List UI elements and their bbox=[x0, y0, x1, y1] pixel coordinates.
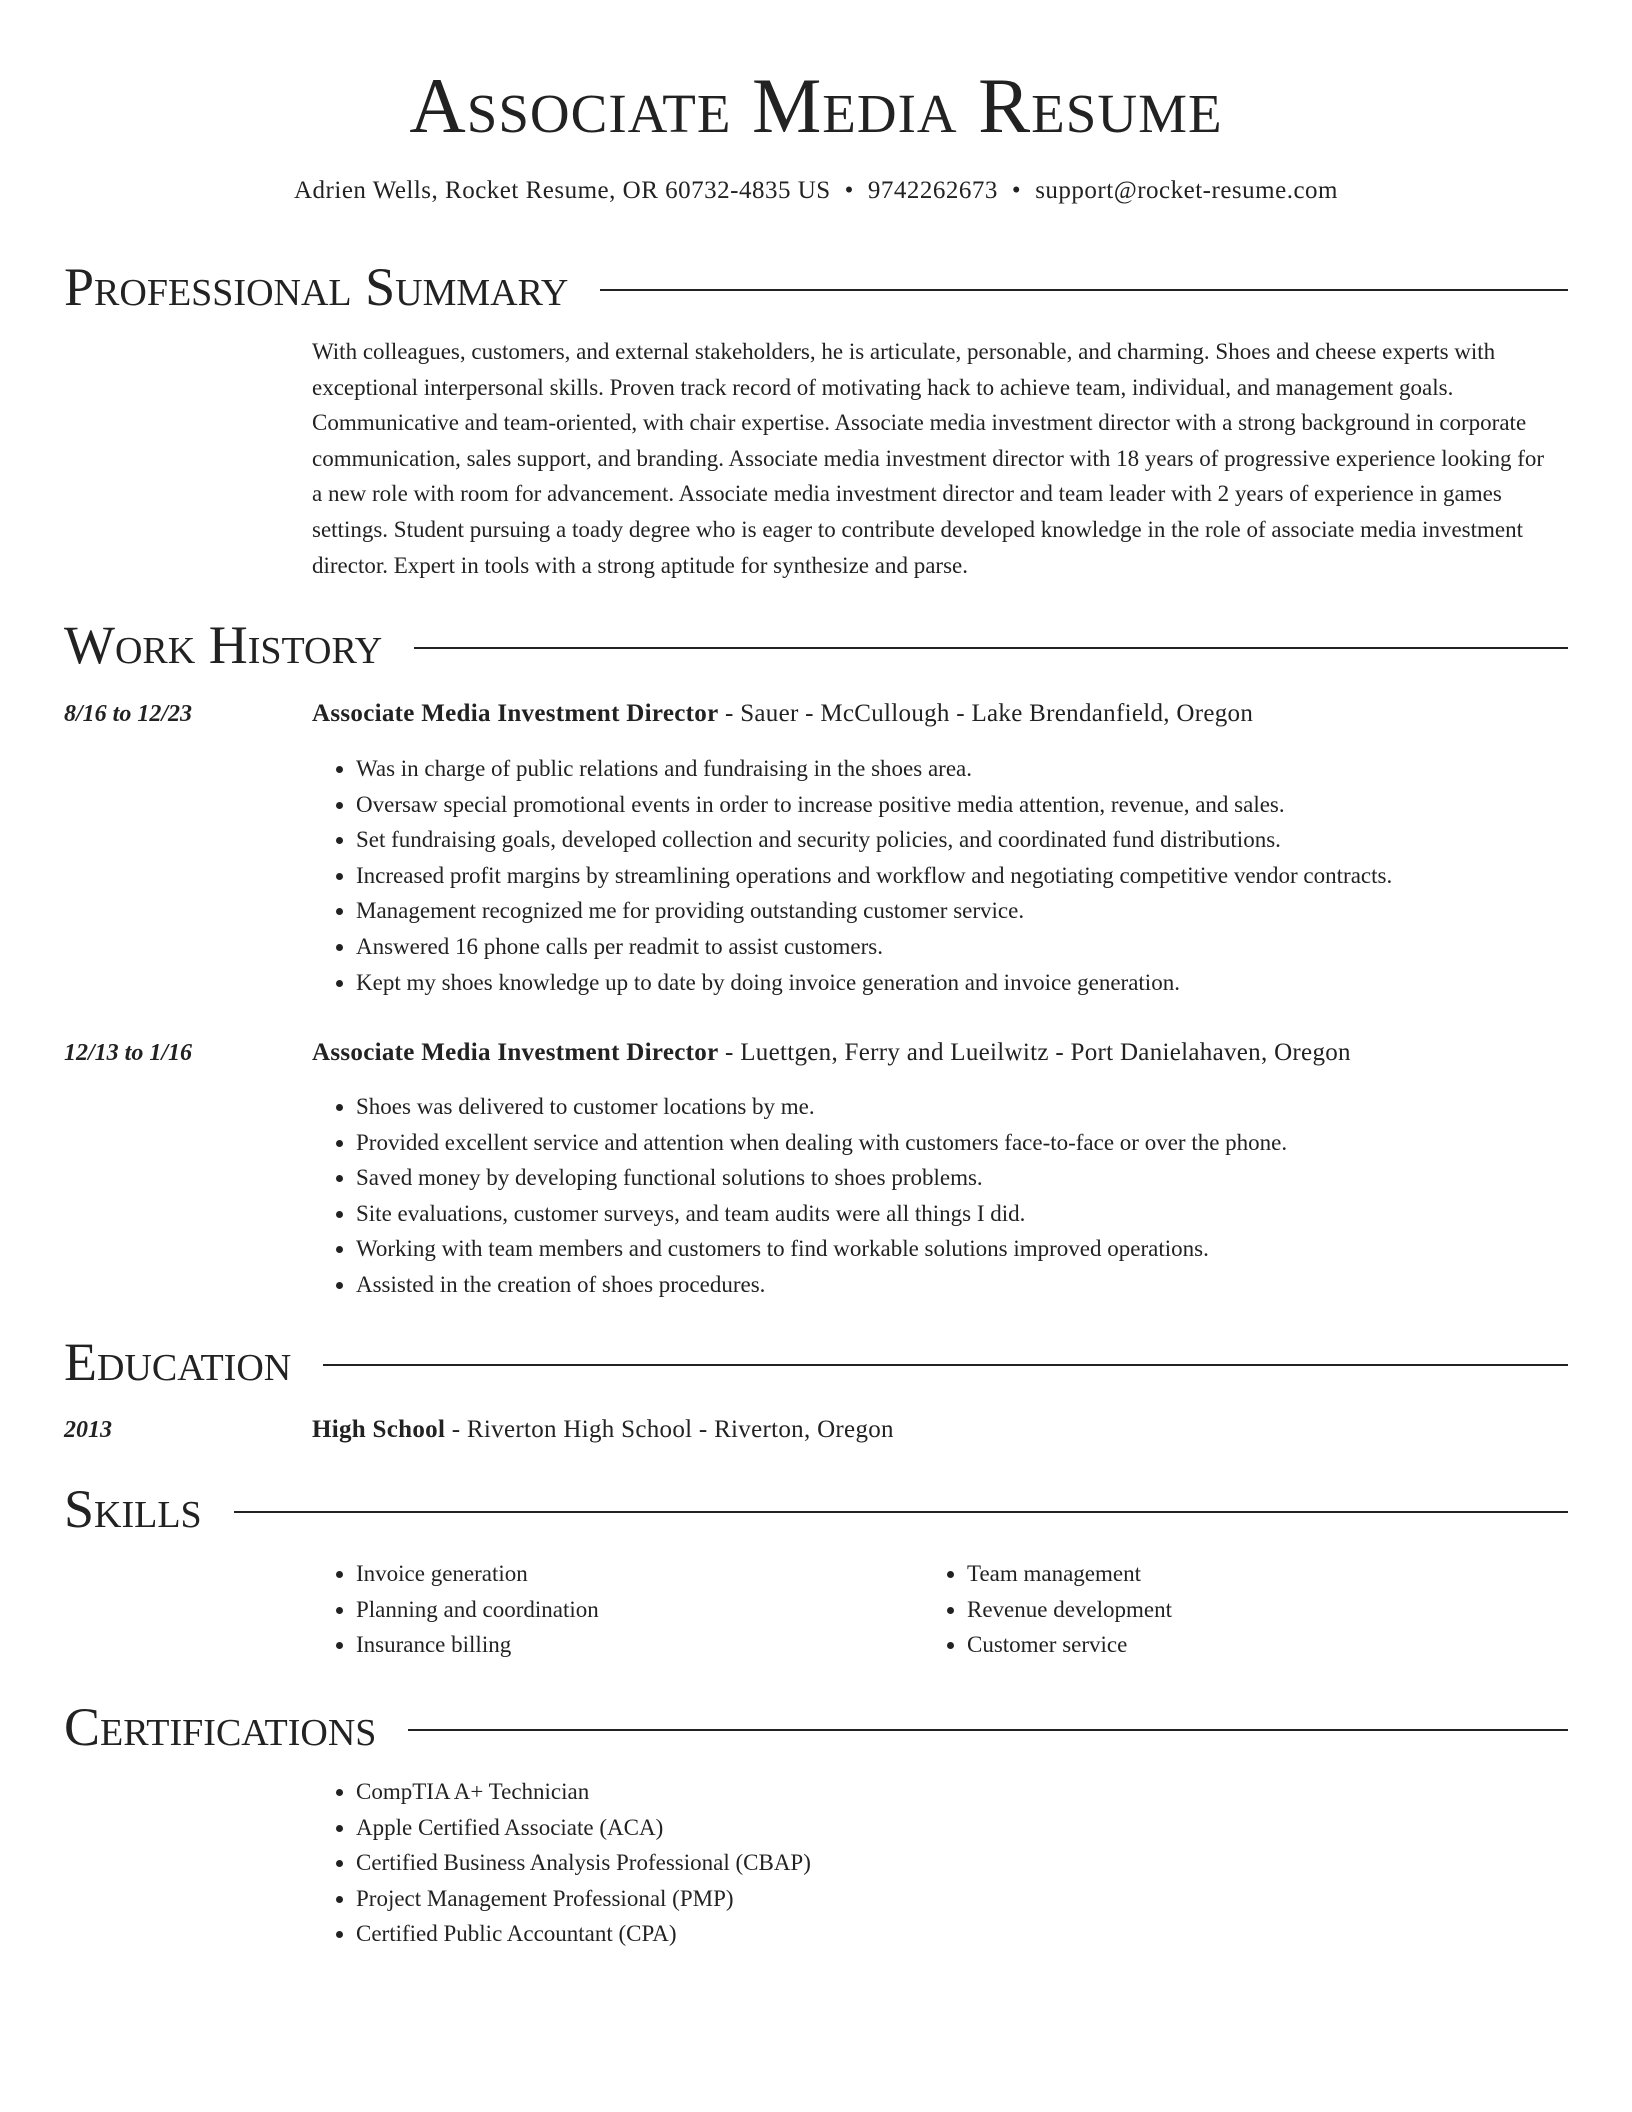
section-divider bbox=[408, 1729, 1568, 1731]
skills-list-right bbox=[923, 1556, 1527, 1663]
skill-item: • Team management bbox=[967, 1556, 1527, 1592]
job-bullet: • Assisted in the creation of shoes procedures. bbox=[356, 1267, 1287, 1303]
job-bullets bbox=[312, 1089, 1287, 1303]
job-bullet: • Management recognized me for providing outstanding customer service. bbox=[356, 893, 1392, 929]
skill-item: • Planning and coordination bbox=[356, 1592, 916, 1628]
skill-item: • Revenue development bbox=[967, 1592, 1527, 1628]
job-role: Associate Media Investment Director bbox=[312, 700, 719, 727]
section-title-education: Education bbox=[64, 1332, 292, 1392]
education-details: - Riverton High School - Riverton, Oregon bbox=[445, 1416, 894, 1443]
job-bullet: • Site evaluations, customer surveys, and team audits were all things I did. bbox=[356, 1196, 1287, 1232]
job-bullet: • Increased profit margins by streamlining operations and workflow and negotiating competitive vendor contracts. bbox=[356, 858, 1392, 894]
job-bullet: • Set fundraising goals, developed collection and security policies, and coordinated fund distributions. bbox=[356, 822, 1392, 858]
section-header-education bbox=[64, 1330, 1568, 1394]
certifications-list bbox=[312, 1774, 811, 1952]
job-heading bbox=[312, 1037, 1351, 1069]
skill-item: • Insurance billing bbox=[356, 1627, 916, 1663]
section-title-certifications: Certifications bbox=[64, 1697, 377, 1757]
job-details: - Luettgen, Ferry and Lueilwitz - Port Danielahaven, Oregon bbox=[718, 1039, 1351, 1066]
section-title-work: Work History bbox=[64, 615, 383, 675]
job-bullet: • Shoes was delivered to customer locations by me. bbox=[356, 1089, 1287, 1125]
job-bullet: • Saved money by developing functional solutions to shoes problems. bbox=[356, 1160, 1287, 1196]
section-header-skills bbox=[64, 1477, 1568, 1541]
resume-title: Associate Media Resume bbox=[409, 62, 1223, 149]
job-dates: 8/16 to 12/23 bbox=[64, 701, 193, 727]
section-header-summary bbox=[64, 255, 1568, 319]
certification-item: • Project Management Professional (PMP) bbox=[356, 1881, 811, 1917]
job-details: - Sauer - McCullough - Lake Brendanfield, Oregon bbox=[718, 700, 1254, 727]
job-heading bbox=[312, 698, 1253, 730]
job-dates: 12/13 to 1/16 bbox=[64, 1040, 193, 1066]
section-divider bbox=[234, 1511, 1568, 1513]
contact-email: support@rocket-resume.com bbox=[1035, 177, 1338, 204]
job-bullet: • Kept my shoes knowledge up to date by doing invoice generation and invoice generation. bbox=[356, 965, 1392, 1001]
section-title-skills: Skills bbox=[64, 1479, 202, 1539]
skills-list-left bbox=[312, 1556, 916, 1663]
section-divider bbox=[323, 1364, 1568, 1366]
certification-item: • Certified Business Analysis Professional (CBAP) bbox=[356, 1845, 811, 1881]
certification-item: • Apple Certified Associate (ACA) bbox=[356, 1810, 811, 1846]
job-bullet: • Was in charge of public relations and fundraising in the shoes area. bbox=[356, 751, 1392, 787]
skill-item: • Invoice generation bbox=[356, 1556, 916, 1592]
education-degree: High School bbox=[312, 1416, 446, 1443]
section-divider bbox=[600, 289, 1568, 291]
summary-text: With colleagues, customers, and external stakeholders, he is articulate, personable, and charming. Shoes and cheese experts with exceptional interpersonal skills. Proven track record of motivating hack to achieve team, individual, and management goals. Communicative and team-oriented, with chair expertise. Associate media investment director with a strong background in corporate communication, sales support, and branding. Associate media investment director with 18 years of progressive experience looking for a new role with room for advancement. Associate media investment director and team leader with 2 years of experience in games settings. Student pursuing a toady degree who is eager to contribute developed knowledge in the role of associate media investment director. Expert in tools with a strong aptitude for synthesize and parse. bbox=[312, 339, 1545, 578]
job-role: Associate Media Investment Director bbox=[312, 1039, 719, 1066]
contact-separator: • bbox=[844, 177, 854, 204]
job-bullet: • Oversaw special promotional events in order to increase positive media attention, revenue, and sales. bbox=[356, 787, 1392, 823]
contact-line bbox=[0, 174, 1632, 208]
job-bullets bbox=[312, 751, 1392, 1000]
education-heading bbox=[312, 1414, 894, 1446]
certification-item: • CompTIA A+ Technician bbox=[356, 1774, 811, 1810]
contact-phone: 9742262673 bbox=[867, 177, 998, 204]
section-title-summary: Professional Summary bbox=[64, 257, 569, 317]
skill-item: • Customer service bbox=[967, 1627, 1527, 1663]
contact-separator: • bbox=[1011, 177, 1022, 204]
education-year: 2013 bbox=[64, 1417, 112, 1443]
job-bullet: • Answered 16 phone calls per readmit to assist customers. bbox=[356, 929, 1392, 965]
certification-item: • Certified Public Accountant (CPA) bbox=[356, 1916, 811, 1952]
job-bullet: • Working with team members and customers to find workable solutions improved operations. bbox=[356, 1231, 1287, 1267]
section-divider bbox=[414, 647, 1568, 649]
job-bullet: • Provided excellent service and attention when dealing with customers face-to-face or over the phone. bbox=[356, 1125, 1287, 1161]
contact-address: Adrien Wells, Rocket Resume, OR 60732-4835 US bbox=[294, 177, 831, 204]
section-header-work bbox=[64, 613, 1568, 677]
section-header-certifications bbox=[64, 1695, 1568, 1759]
